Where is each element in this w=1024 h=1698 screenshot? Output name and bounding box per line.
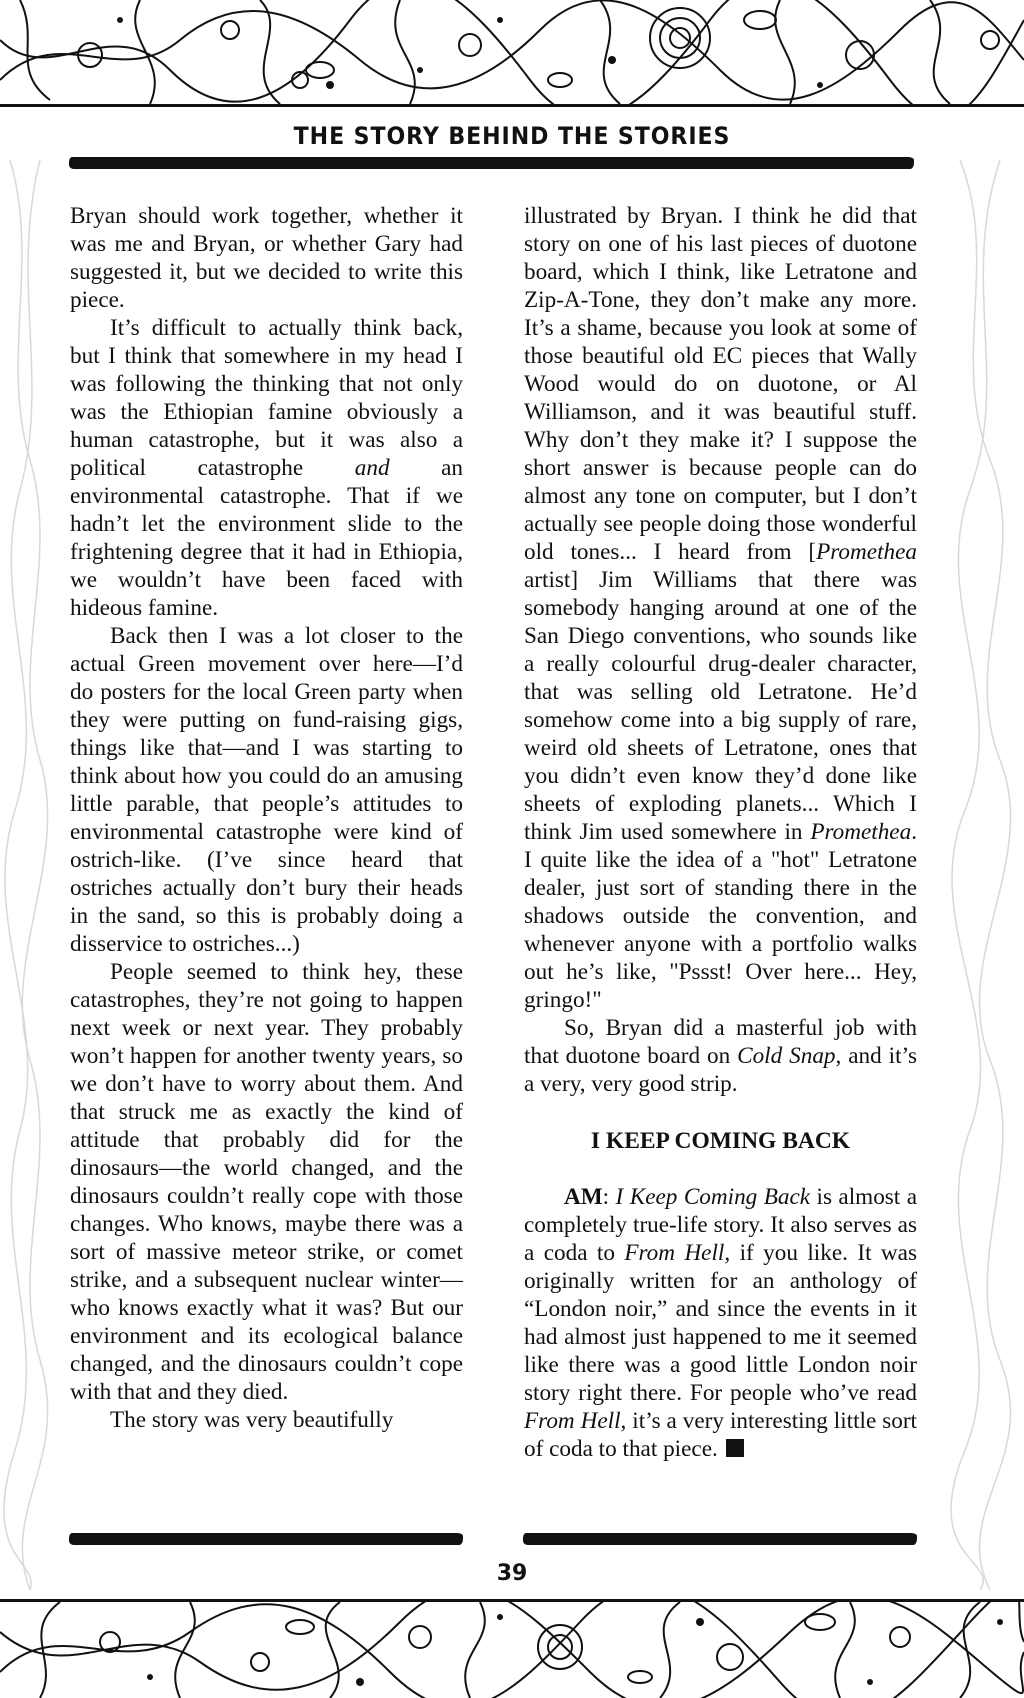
paragraph: It’s difficult to actually think back, but I think that somewhere in my head I was following the thinking that not only was the Ethiopian famine obviously a human catastrophe, but it was also a political catastrophe and an environmental catastrophe. That if we hadn’t let the environment slide to the frightening degree that it had in Ethiopia, we wouldn’t have been faced with hideous famine. (70, 315, 464, 621)
vine-illustration (0, 0, 1024, 104)
paragraph: AM: I Keep Coming Back is almost a completely true-life story. It also serves as a coda to From Hell, if you like. It was originally written for an anthology of “London noir,” and since the events in it had almost just happened to me it seemed like there was a good little London noir story right there. For people who’ve read From Hell, it’s a very interesting little sort of coda to that piece. (524, 1184, 917, 1462)
footer-rule-right (523, 1533, 917, 1545)
faint-vine-texture (940, 160, 1024, 1590)
faint-vine-texture (0, 160, 60, 1590)
top-illustration-banner (0, 0, 1024, 107)
paragraph: Back then I was a lot closer to the actual Green movement over here—I’d do posters for the local Green party when they were putting on fund-raising gigs, things like that—and I was starting to think about how you could do an amusing little parable, that people’s attitudes to environmental catastrophe were kind of ostrich-like. (I’ve since heard that ostriches actually don’t bury their heads in the sand, so this is probably doing a disservice to ostriches...) (70, 623, 463, 957)
right-column (524, 202, 917, 1463)
page-number: 39 (496, 1561, 528, 1586)
paragraph: People seemed to think hey, these catastrophes, they’re not going to happen next week or next year. They probably won’t happen for another twenty years, so we don’t have to worry about them. And that struck me as exactly the kind of attitude that probably did for the dinosaurs—the world changed, and the dinosaurs couldn’t really cope with those changes. Who knows, maybe there was a sort of massive meteor strike, or comet strike, and a subsequent nuclear winter—who knows exactly what it was? But our environment and its ecological balance changed, and the dinosaurs couldn’t cope with that and they died. (70, 959, 463, 1405)
speaker-label: AM (564, 1184, 603, 1210)
footer-rule-left (69, 1533, 463, 1545)
bottom-illustration-banner (0, 1599, 1024, 1698)
end-of-article-square-icon (726, 1439, 744, 1457)
left-column (70, 202, 463, 1434)
section-heading: I KEEP COMING BACK (590, 1128, 851, 1154)
paragraph: Bryan should work together, whether it was me and Bryan, or whether Gary had suggested it, but we decided to write this piece. (70, 203, 463, 313)
vine-illustration (0, 1602, 1024, 1698)
header-rule (69, 157, 914, 169)
paragraph: So, Bryan did a masterful job with that duotone board on Cold Snap, and it’s a very, very good strip. (524, 1015, 917, 1097)
paragraph: The story was very beautifully (110, 1407, 394, 1433)
left-margin-texture (0, 160, 60, 1590)
paragraph: illustrated by Bryan. I think he did that story on one of his last pieces of duotone board, which I think, like Letratone and Zip-A-Tone, they don’t make any more. It’s a shame, because you look at some of those beautiful old EC pieces that Wally Wood would do on duotone, or Al Williamson, and it was beautiful stuff. Why don’t they make it? I suppose the short answer is because people can do almost any tone on computer, but I don’t actually see people doing those wonderful old tones... I heard from [Promethea artist] Jim Williams that there was somebody hanging around at one of the San Diego conventions, who sounds like a really colourful drug-dealer character, that was selling old Letratone. He’d somehow come into a big supply of rare, weird old sheets of Letratone, ones that you didn’t even know they’d done like sheets of exploding planets... Which I think Jim used somewhere in Promethea. I quite like the idea of a "hot" Letratone dealer, just sort of standing there in the shadows outside the convention, and whenever anyone with a portfolio walks out he’s like, "Pssst! Over here... Hey, gringo!" (524, 203, 917, 1013)
right-margin-texture (940, 160, 1024, 1590)
page-header-title: THE STORY BEHIND THE STORIES (293, 122, 731, 150)
